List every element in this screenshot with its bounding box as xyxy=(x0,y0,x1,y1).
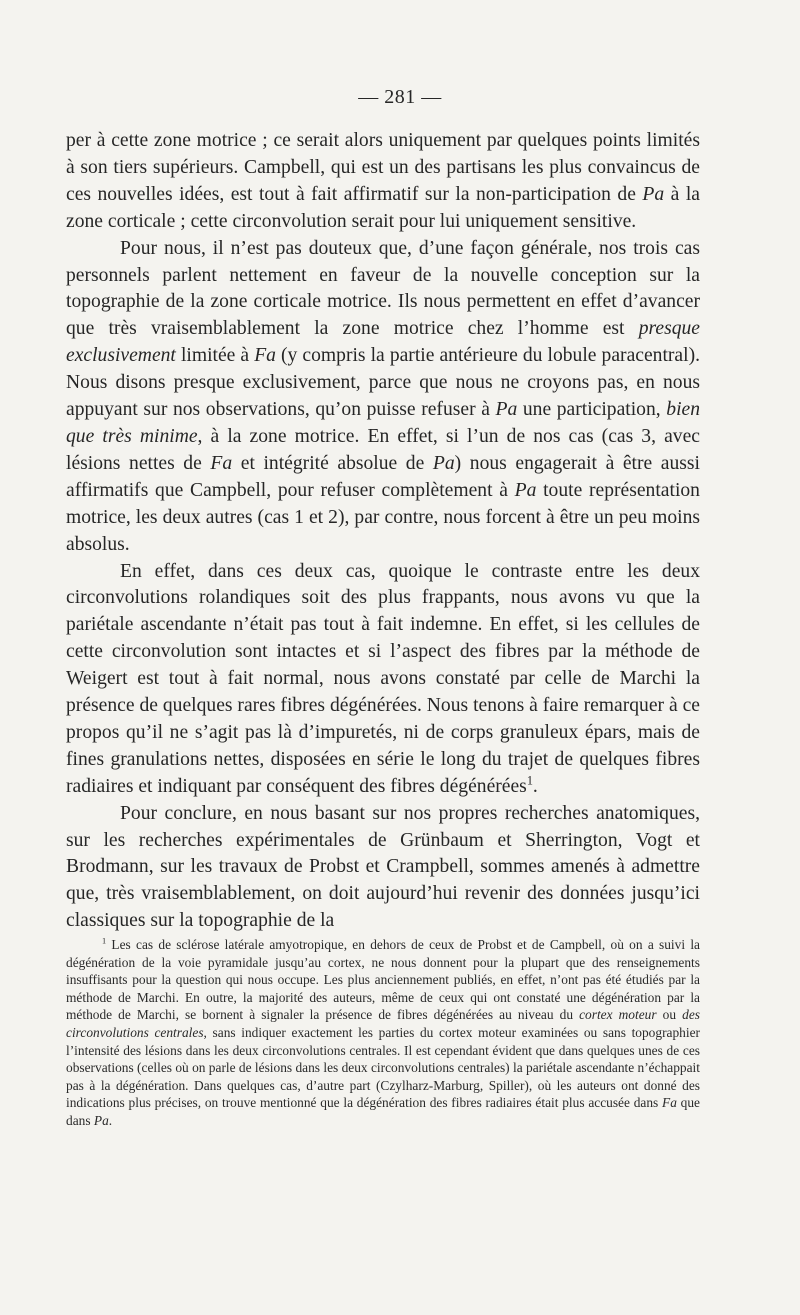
text-run: Les cas de sclérose latérale amyotropique, en dehors de ceux de Probst et de Campbell, où on a suivi la dégénération de la voie pyramidale jusqu’au cortex, ne nous donnent pour la plupart que des renseignements insuffisants pour la question qui nous occupe. Les plus anciennement publiés, en effet, n’ont pas été étudiés par la méthode de Marchi. En outre, la majorité des auteurs, même de ceux qui ont constaté une dégénération par la méthode de Marchi, se bornent à signaler la présence de fibres dégénérées au niveau du xyxy=(66,937,700,1023)
text-run: que dans xyxy=(66,1095,700,1128)
text-run: , à la zone motrice. En effet, si l’un de nos cas (cas 3, avec lésions nettes de xyxy=(66,425,700,474)
italic-text: Pa xyxy=(93,1112,109,1128)
paragraph xyxy=(66,236,700,559)
paragraph xyxy=(66,801,700,936)
italic-text: bien que très minime xyxy=(66,399,701,447)
italic-text: Pa xyxy=(642,183,665,205)
text-run: limitée à xyxy=(175,345,255,367)
text-run: Pour nous, il n’est pas douteux que, d’une façon générale, nos trois cas personnels parlent nettement en faveur de la nouvelle conception sur la topographie de la zone corticale motrice. Ils nous permettent en effet d’avancer que très vraisemblablement la zone motrice chez l’homme est xyxy=(66,237,700,340)
footnotes xyxy=(66,936,700,1130)
paragraph xyxy=(66,559,700,801)
paragraph xyxy=(66,128,700,236)
text-run: ) nous engagerait à être aussi affirmatifs que Campbell, pour refuser complètement à xyxy=(66,452,700,501)
italic-text: Pa xyxy=(432,452,455,474)
body-text xyxy=(66,128,700,935)
text-run: Pour conclure, en nous basant sur nos propres recherches anatomiques, sur les recherches expérimentales de Grünbaum et Sherrington, Vogt et Brodmann, sur les travaux de Probst et Crampbell, sommes amenés à admettre que, très vraisemblablement, on doit aujourd’hui revenir des données jusqu’ici classiques sur la topographie de la xyxy=(66,802,700,932)
text-run: . xyxy=(108,1112,113,1128)
text-run: En effet, dans ces deux cas, quoique le contraste entre les deux circonvolutions rolandiques soit des plus frappants, nous avons vu que la pariétale ascendante n’était pas tout à fait indemne. En effet, si les cellules de cette circonvolution sont intactes et si l’aspect des fibres par la méthode de Weigert est tout à fait normal, nous avons constaté par celle de Marchi la présence de quelques rares fibres dégénérées. Nous tenons à faire remarquer à ce propos qu’il ne s’agit pas là d’impuretés, ni de corps granuleux épars, mais de fines granulations nettes, disposées en série le long du trajet de quelques fibres radiaires et indiquant par conséquent des fibres dégénérées xyxy=(66,560,700,797)
italic-text: Pa xyxy=(495,399,518,421)
text-run: , sans indiquer exactement les parties du cortex moteur examinées ou sans topographier l’intensité des lésions dans les deux circonvolutions centrales. Il est cependant évident que dans quelques unes de ces observations (celles où on parle de lésions dans les deux circonvolutions centrales) la pariétale ascendante n’échappait pas à la dégénération. Dans quelques cas, d’autre part (Czylharz-Marburg, Spiller), où les auteurs ont donné des indications plus précises, on trouve mentionné que la dégénération des fibres radiaires était plus accusée dans xyxy=(66,1024,700,1111)
footnote-marker: 1 xyxy=(102,936,107,946)
italic-text: Fa xyxy=(254,345,276,367)
footnote xyxy=(66,936,700,1130)
italic-text: Pa xyxy=(514,479,537,501)
italic-text: Fa xyxy=(210,452,233,474)
italic-text: Fa xyxy=(662,1095,677,1111)
footnote-marker: 1 xyxy=(526,773,533,788)
italic-text: presque exclusivement xyxy=(66,318,700,367)
text-run: et intégrité absolue de xyxy=(232,452,433,474)
page-number: — 281 — xyxy=(358,86,442,108)
text-run: . xyxy=(532,775,538,797)
text-run: ou xyxy=(656,1007,683,1023)
text-run: toute représentation motrice, les deux autres (cas 1 et 2), par contre, nous forcent à être un peu moins absolus. xyxy=(66,479,700,555)
text-run: une participation, xyxy=(517,399,667,421)
text-run: (y compris la partie antérieure du lobule paracentral). Nous disons presque exclusivement, parce que nous ne croyons pas, en nous appuyant sur nos observations, qu’on puisse refuser à xyxy=(66,345,700,421)
italic-text: cortex moteur xyxy=(579,1007,657,1023)
text-run: à la zone corticale ; cette circonvolution serait pour lui uniquement sensitive. xyxy=(66,183,700,232)
text-run: per à cette zone motrice ; ce serait alors uniquement par quelques points limités à son tiers supérieurs. Campbell, qui est un des partisans les plus convaincus de ces nouvelles idées, est tout à fait affirmatif sur la non-participation de xyxy=(66,130,700,205)
italic-text: des circonvolutions centrales xyxy=(66,1007,700,1040)
